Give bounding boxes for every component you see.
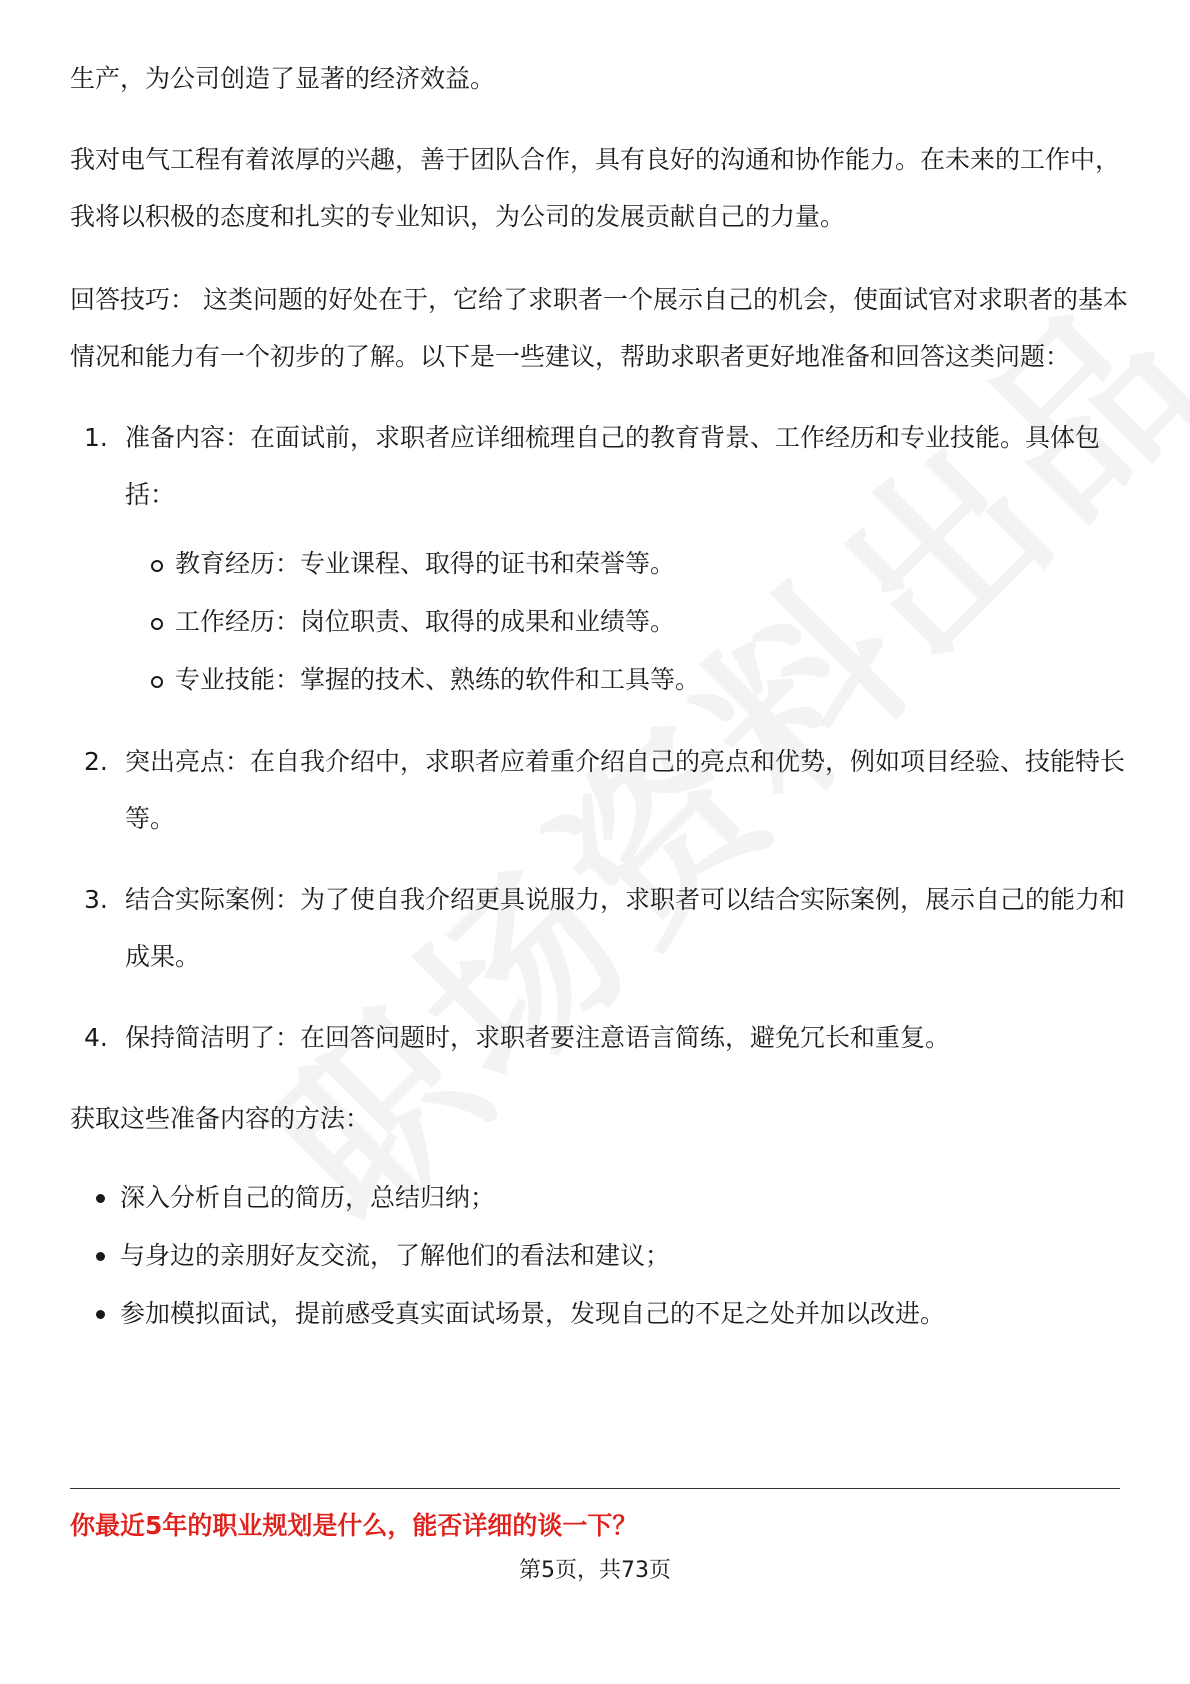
item-text: 准备内容：在面试前，求职者应详细梳理自己的教育背景、工作经历和专业技能。具体包括： [125,423,1101,509]
item-number: 2. [84,747,108,776]
disc-bullet-icon [96,1310,105,1319]
list-item [70,1285,1130,1343]
item-number: 1. [84,423,108,452]
sub-list-item [125,535,1130,593]
list-item [70,871,1130,985]
next-question-heading: 你最近5年的职业规划是什么，能否详细的谈一下？ [70,1511,638,1540]
item-text: 结合实际案例：为了使自我介绍更具说服力，求职者可以结合实际案例，展示自己的能力和成果。 [125,885,1126,971]
sub-item-text: 教育经历：专业课程、取得的证书和荣誉等。 [175,549,676,578]
method-text: 与身边的亲朋好友交流，了解他们的看法和建议； [120,1241,671,1270]
sub-list-item [125,651,1130,709]
item-number: 3. [84,885,108,914]
method-text: 参加模拟面试，提前感受真实面试场景，发现自己的不足之处并加以改进。 [120,1299,946,1328]
circle-bullet-icon [151,618,163,630]
list-item [70,733,1130,847]
methods-heading: 获取这些准备内容的方法： [70,1104,371,1133]
item-text: 保持简洁明了：在回答问题时，求职者要注意语言简练，避免冗长和重复。 [125,1023,951,1052]
page-number: 第5页，共73页 [519,1558,671,1583]
method-text: 深入分析自己的简历，总结归纳； [120,1183,496,1212]
sub-item-text: 专业技能：掌握的技术、熟练的软件和工具等。 [175,665,701,694]
paragraph-interest: 我对电气工程有着浓厚的兴趣，善于团队合作，具有良好的沟通和协作能力。在未来的工作中，我将以积极的态度和扎实的专业知识，为公司的发展贡献自己的力量。 [70,145,1121,231]
paragraph-continuation: 生产，为公司创造了显著的经济效益。 [70,64,496,93]
list-item [70,1227,1130,1285]
list-item [70,1009,1130,1066]
circle-bullet-icon [151,676,163,688]
item-text: 突出亮点：在自我介绍中，求职者应着重介绍自己的亮点和优势，例如项目经验、技能特长等。 [125,747,1126,833]
sub-item-text: 工作经历：岗位职责、取得的成果和业绩等。 [175,607,676,636]
disc-bullet-icon [96,1194,105,1203]
circle-bullet-icon [151,560,163,572]
divider [70,1488,1120,1489]
paragraph-answer-tips: 回答技巧： 这类问题的好处在于，它给了求职者一个展示自己的机会，使面试官对求职者的基本情况和能力有一个初步的了解。以下是一些建议，帮助求职者更好地准备和回答这类问题： [70,285,1128,371]
numbered-list [70,409,1130,1066]
disc-bullet-icon [96,1252,105,1261]
page-content [70,50,1130,1343]
item-number: 4. [84,1023,108,1052]
list-item [70,1169,1130,1227]
list-item [70,409,1130,709]
sub-list-item [125,593,1130,651]
methods-list [70,1169,1130,1343]
sub-list [125,535,1130,709]
